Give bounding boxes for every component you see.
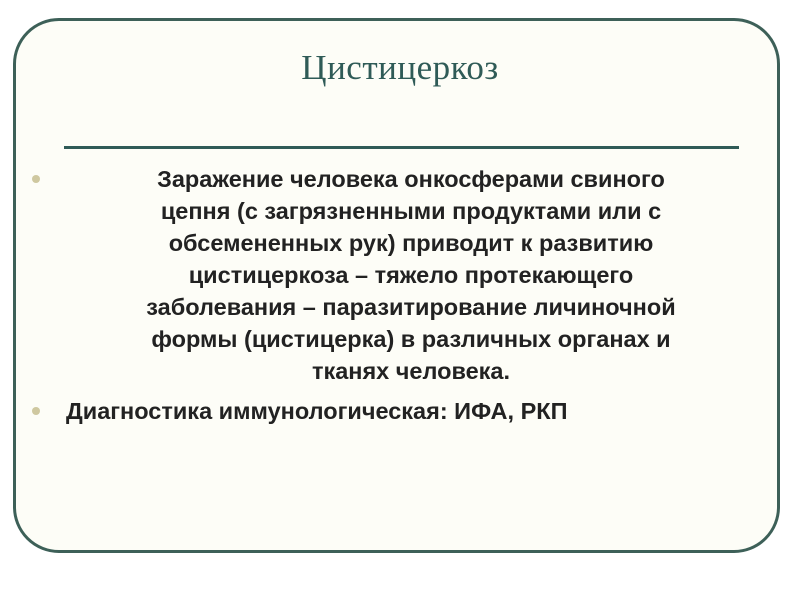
bullet-line: обсемененных рук) приводит к развитию — [168, 230, 654, 256]
bullet-list — [30, 163, 760, 427]
bullet-line: Заражение человека онкосферами свиного — [157, 166, 665, 192]
bullet-item-infection — [30, 163, 760, 387]
title-divider — [64, 146, 739, 149]
bullet-line: цистицеркоза – тяжело протекающего — [188, 262, 634, 288]
bullet-text — [62, 163, 760, 387]
bullet-line: формы (цистицерка) в различных органах и — [151, 326, 671, 352]
bullet-dot-icon — [32, 407, 40, 415]
slide-title: Цистицеркоз — [301, 48, 499, 87]
bullet-line: цепня (с загрязненными продуктами или с — [160, 198, 662, 224]
bullet-text — [62, 395, 760, 427]
bullet-line: тканях человека. — [311, 358, 511, 384]
bullet-item-diagnostics — [30, 395, 760, 427]
bullet-line: заболевания – паразитирование личиночной — [146, 294, 676, 320]
bullet-line: Диагностика иммунологическая: ИФА, РКП — [66, 398, 568, 424]
bullet-dot-icon — [32, 175, 40, 183]
